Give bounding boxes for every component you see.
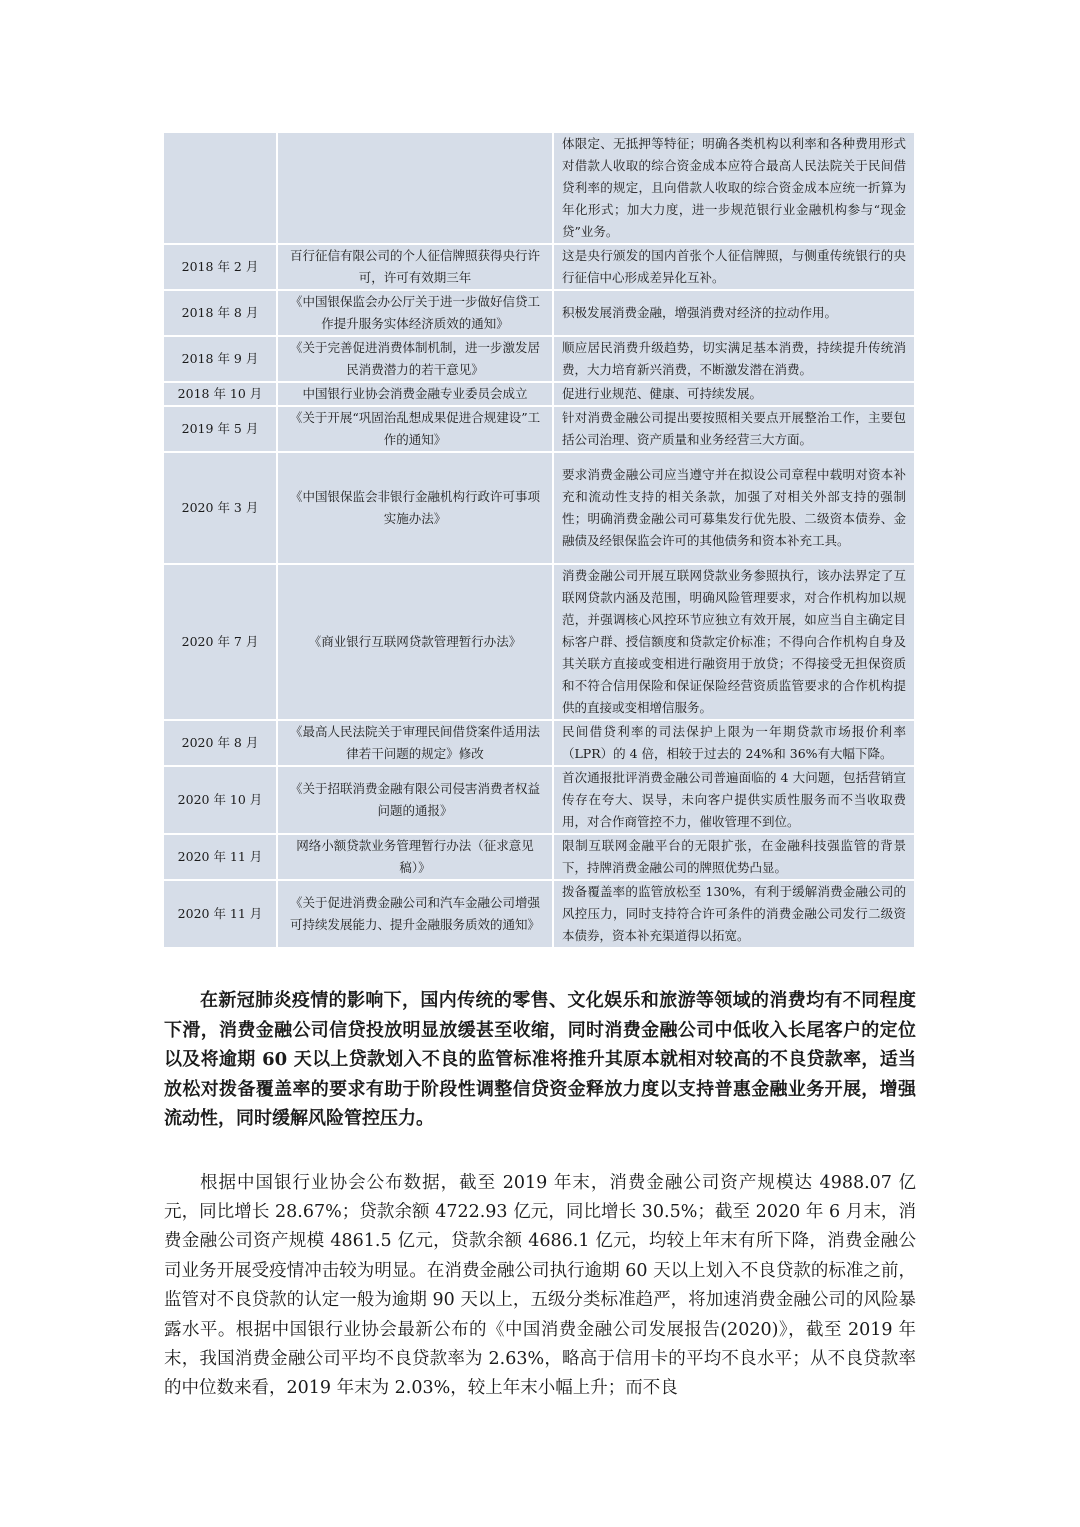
note-cell: 民间借贷利率的司法保护上限为一年期贷款市场报价利率（LPR）的 4 倍，相较于过去的 24%和 36%有大幅下降。: [554, 721, 916, 767]
note-cell: 消费金融公司开展互联网贷款业务参照执行，该办法界定了互联网贷款内涵及范围，明确风险管理要求，对合作机构加以规范，并强调核心风控环节应独立有效开展，如应当自主确定目标客户群、授信额度和贷款定价标准；不得向合作机构自身及其关联方直接或变相进行融资用于放贷；不得接受无担保资质和不符合信用保险和保证保险经营资质监管要求的合作机构提供的直接或变相增信服务。: [554, 565, 916, 721]
date-cell: 2018 年 9 月: [164, 337, 278, 383]
date-cell: 2020 年 8 月: [164, 721, 278, 767]
table-row: [164, 721, 916, 767]
date-cell: 2018 年 8 月: [164, 291, 278, 337]
table-row: [164, 835, 916, 881]
table-row: [164, 407, 916, 453]
document-cell: 《关于招联消费金融有限公司侵害消费者权益问题的通报》: [278, 767, 554, 835]
table-row: [164, 337, 916, 383]
note-cell: 积极发展消费金融，增强消费对经济的拉动作用。: [554, 291, 916, 337]
body-paragraph: 根据中国银行业协会公布数据，截至 2019 年末，消费金融公司资产规模达 4988.07 亿元，同比增长 28.67%；贷款余额 4722.93 亿元，同比增长 30.5%；截至 2020 年 6 月末，消费金融公司资产规模 4861.5 亿元，贷款余额 4686.1 亿元，均较上年末有所下降，消费金融公司业务开展受疫情冲击较为明显。在消费金融公司执行逾期 60 天以上划入不良贷款的标准之前，监管对不良贷款的认定一般为逾期 90 天以上，五级分类标准趋严，将加速消费金融公司的风险暴露水平。根据中国银行业协会最新公布的《中国消费金融公司发展报告(2020)》，截至 2019 年末，我国消费金融公司平均不良贷款率为 2.63%，略高于信用卡的平均不良水平；从不良贷款率的中位数来看，2019 年末为 2.03%，较上年末小幅上升；而不良: [164, 1172, 916, 1399]
bold-summary-paragraph: 在新冠肺炎疫情的影响下，国内传统的零售、文化娱乐和旅游等领域的消费均有不同程度下滑，消费金融公司信贷投放明显放缓甚至收缩，同时消费金融公司中低收入长尾客户的定位以及将逾期 60 天以上贷款划入不良的监管标准将推升其原本就相对较高的不良贷款率，适当放松对拨备覆盖率的要求有助于阶段性调整信贷资金释放力度以支持普惠金融业务开展，增强流动性，同时缓解风险管控压力。: [164, 990, 916, 1130]
date-cell: 2020 年 11 月: [164, 835, 278, 881]
document-cell: 《中国银保监会非银行金融机构行政许可事项实施办法》: [278, 453, 554, 565]
date-cell: 2018 年 2 月: [164, 245, 278, 291]
note-cell: 这是央行颁发的国内首张个人征信牌照，与侧重传统银行的央行征信中心形成差异化互补。: [554, 245, 916, 291]
document-cell: 《商业银行互联网贷款管理暂行办法》: [278, 565, 554, 721]
document-cell: 《关于完善促进消费体制机制，进一步激发居民消费潜力的若干意见》: [278, 337, 554, 383]
note-cell: 体限定、无抵押等特征；明确各类机构以利率和各种费用形式对借款人收取的综合资金成本应符合最高人民法院关于民间借贷利率的规定，且向借款人收取的综合资金成本应统一折算为年化形式；加大力度，进一步规范银行业金融机构参与“现金贷”业务。: [554, 131, 916, 245]
table-row: [164, 383, 916, 407]
note-cell: 顺应居民消费升级趋势，切实满足基本消费，持续提升传统消费，大力培育新兴消费，不断激发潜在消费。: [554, 337, 916, 383]
table-row: [164, 131, 916, 245]
date-cell: 2020 年 3 月: [164, 453, 278, 565]
note-cell: 要求消费金融公司应当遵守并在拟设公司章程中载明对资本补充和流动性支持的相关条款，加强了对相关外部支持的强制性；明确消费金融公司可募集发行优先股、二级资本债券、金融债及经银保监会许可的其他债务和资本补充工具。: [554, 453, 916, 565]
note-cell: 首次通报批评消费金融公司普遍面临的 4 大问题，包括营销宣传存在夸大、误导，未向客户提供实质性服务而不当收取费用，对合作商管控不力，催收管理不到位。: [554, 767, 916, 835]
note-cell: 拨备覆盖率的监管放松至 130%，有利于缓解消费金融公司的风控压力，同时支持符合许可条件的消费金融公司发行二级资本债券，资本补充渠道得以拓宽。: [554, 881, 916, 949]
table-row: [164, 767, 916, 835]
note-cell: 促进行业规范、健康、可持续发展。: [554, 383, 916, 407]
document-cell: 中国银行业协会消费金融专业委员会成立: [278, 383, 554, 407]
table-row: [164, 245, 916, 291]
policy-timeline-table: [164, 131, 916, 949]
table-row: [164, 565, 916, 721]
document-cell: [278, 131, 554, 245]
document-cell: 《关于促进消费金融公司和汽车金融公司增强可持续发展能力、提升金融服务质效的通知》: [278, 881, 554, 949]
date-cell: 2020 年 7 月: [164, 565, 278, 721]
date-cell: 2020 年 10 月: [164, 767, 278, 835]
date-cell: 2019 年 5 月: [164, 407, 278, 453]
document-cell: 《中国银保监会办公厅关于进一步做好信贷工作提升服务实体经济质效的通知》: [278, 291, 554, 337]
document-cell: 《最高人民法院关于审理民间借贷案件适用法律若干问题的规定》修改: [278, 721, 554, 767]
note-cell: 限制互联网金融平台的无限扩张，在金融科技强监管的背景下，持牌消费金融公司的牌照优势凸显。: [554, 835, 916, 881]
document-cell: 百行征信有限公司的个人征信牌照获得央行许可，许可有效期三年: [278, 245, 554, 291]
table-row: [164, 291, 916, 337]
date-cell: 2018 年 10 月: [164, 383, 278, 407]
note-cell: 针对消费金融公司提出要按照相关要点开展整治工作，主要包括公司治理、资产质量和业务经营三大方面。: [554, 407, 916, 453]
document-cell: 网络小额贷款业务管理暂行办法（征求意见稿）》: [278, 835, 554, 881]
date-cell: 2020 年 11 月: [164, 881, 278, 949]
document-cell: 《关于开展“巩固治乱想成果促进合规建设”工作的通知》: [278, 407, 554, 453]
table-row: [164, 453, 916, 565]
table-row: [164, 881, 916, 949]
date-cell: [164, 131, 278, 245]
